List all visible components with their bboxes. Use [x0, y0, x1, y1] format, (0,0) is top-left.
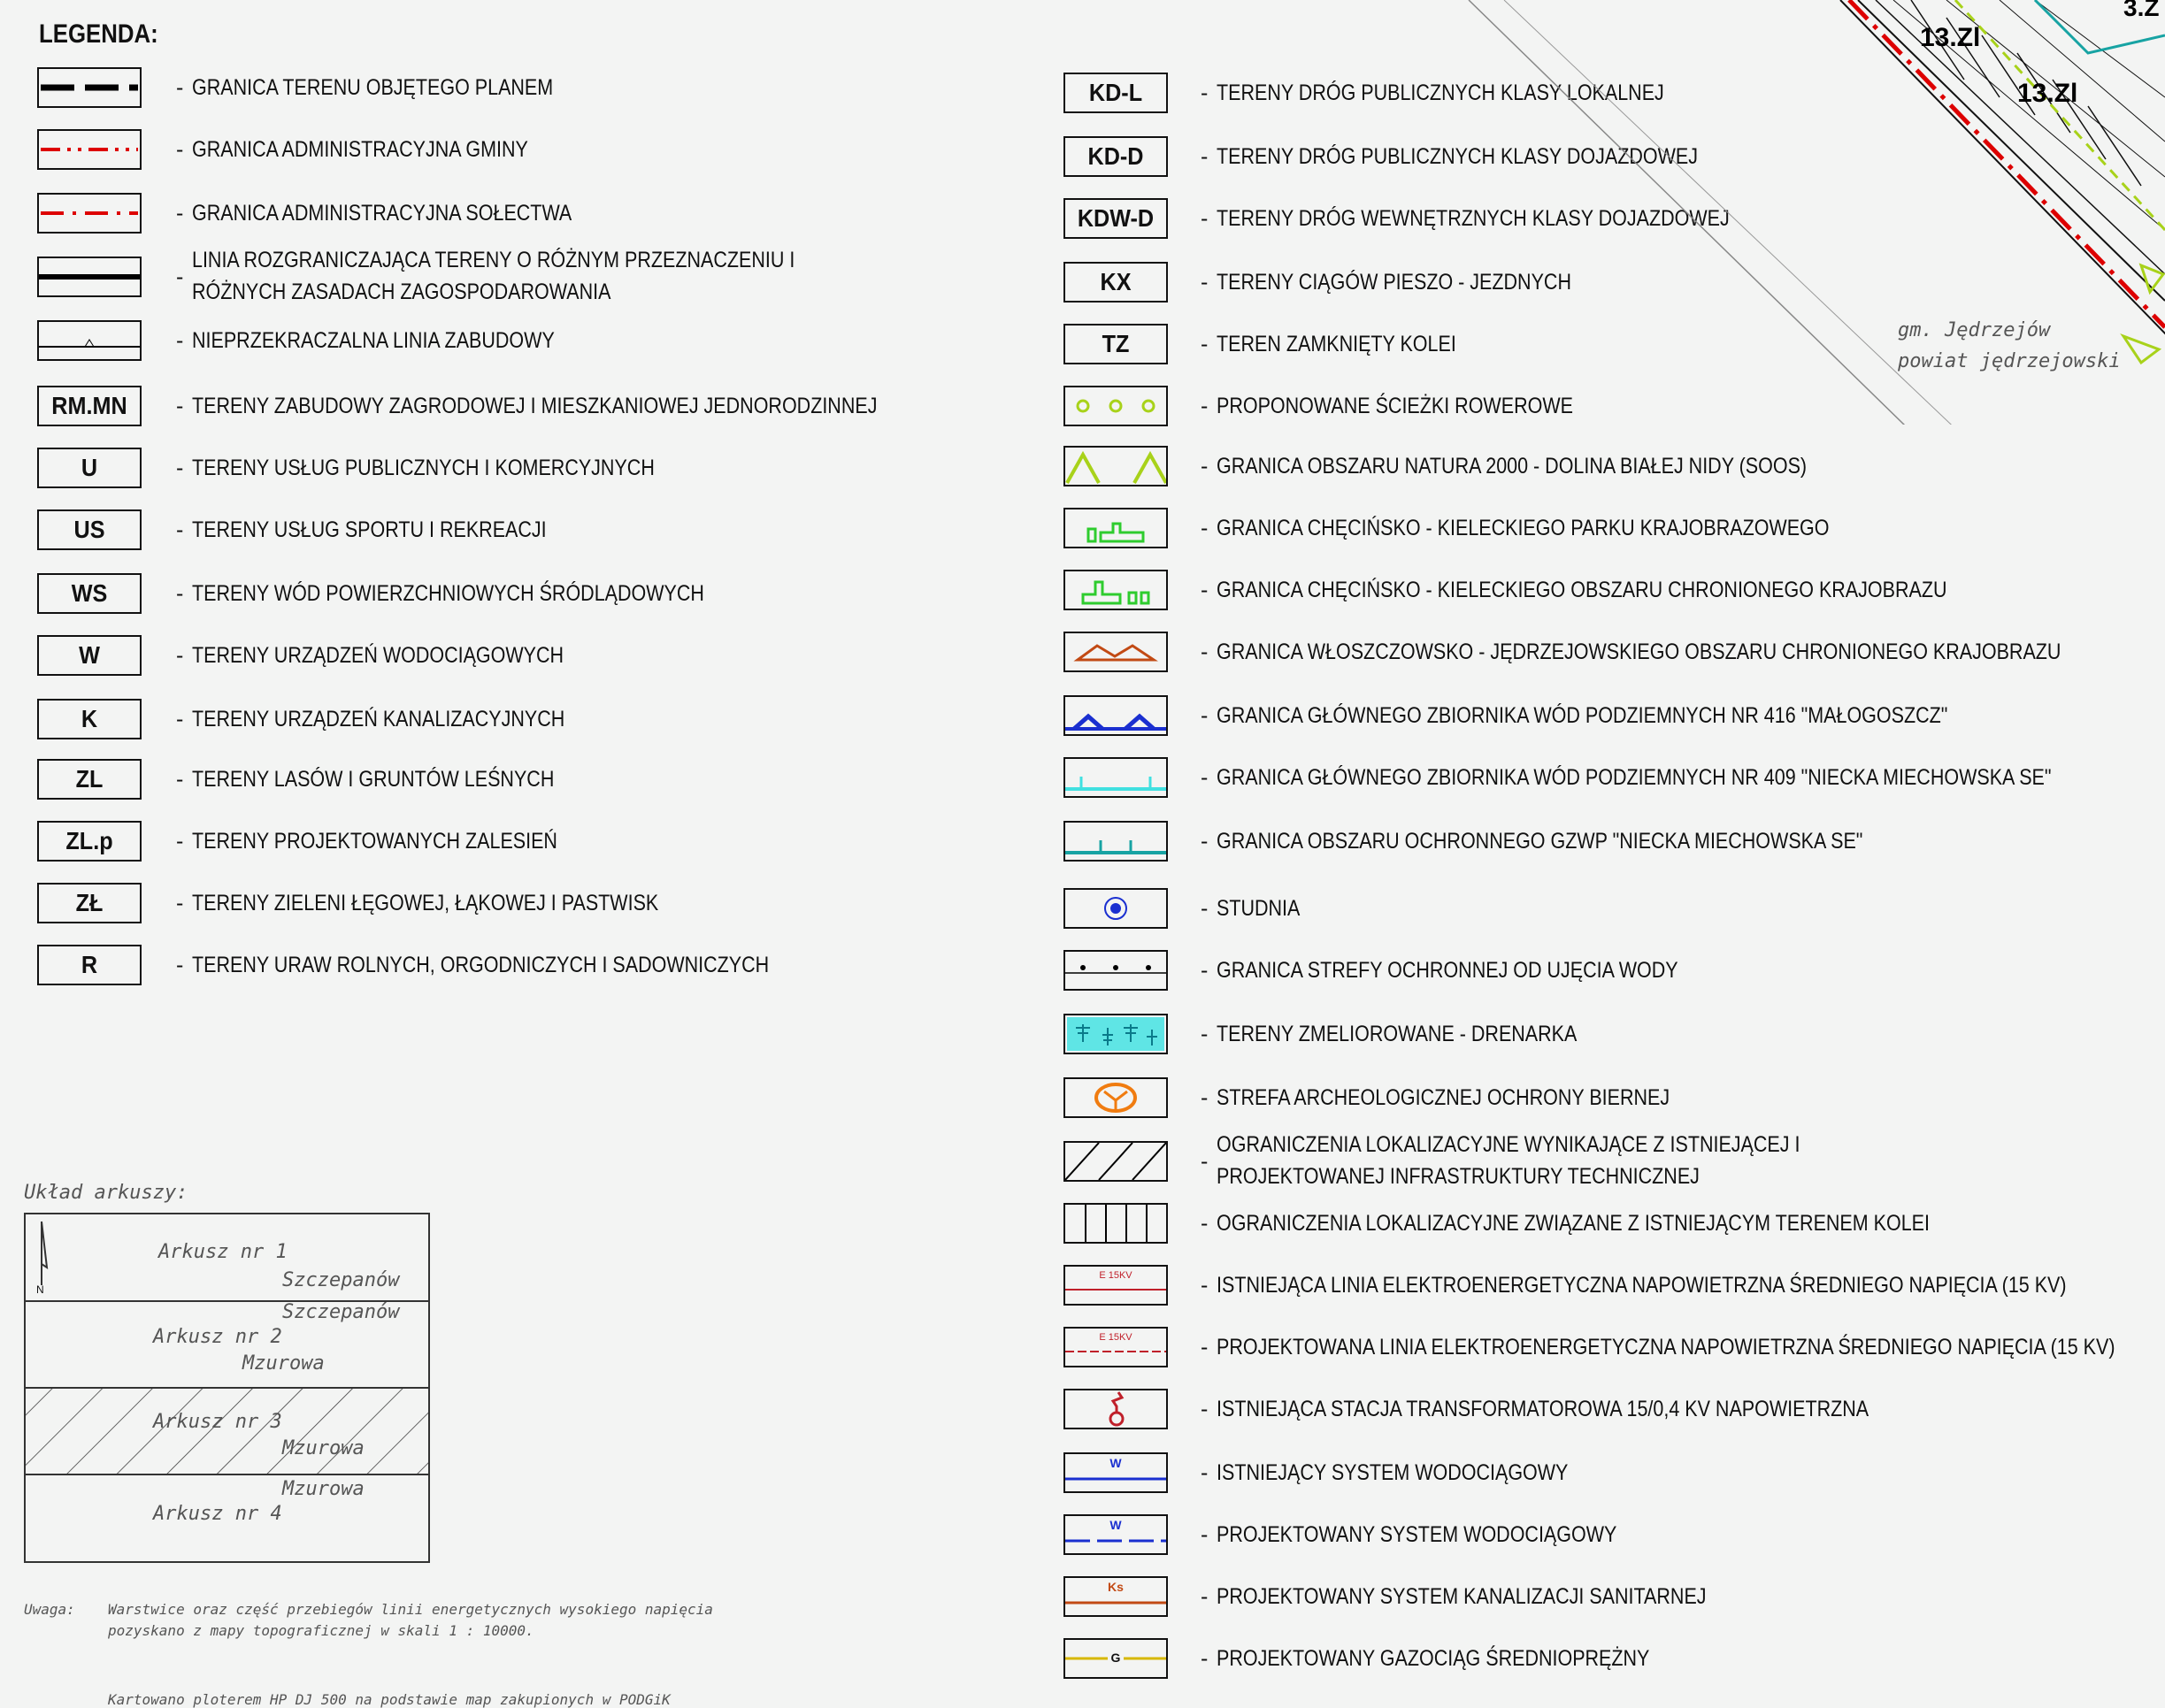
legend-label: TERENY USŁUG PUBLICZNYCH I KOMERCYJNYCH [192, 456, 655, 480]
legend-symbol-tag: W [1109, 1518, 1122, 1532]
legend-label: TERENY ZABUDOWY ZAGRODOWEJ I MIESZKANIOWEJ JEDNORODZINNEJ [192, 394, 878, 418]
legend-symbol [1063, 73, 1168, 113]
legend-label: PROPONOWANE ŚCIEŻKI ROWEROWE [1217, 394, 1573, 418]
legend-symbol [1063, 1576, 1168, 1617]
map-label-a: 13.Zl [1920, 23, 1981, 52]
sheet-2-top-name: Szczepanów [282, 1301, 400, 1323]
legend-symbol [1063, 386, 1168, 426]
legend-label: TERENY URZĄDZEŃ KANALIZACYJNYCH [192, 707, 565, 731]
legend-label: OGRANICZENIA LOKALIZACYJNE ZWIĄZANE Z ISTNIEJĄCYM TERENEM KOLEI [1217, 1211, 1930, 1236]
legend-symbol [1063, 757, 1168, 798]
legend-symbol [37, 759, 142, 800]
legend-symbol [1063, 950, 1168, 991]
legend-symbol [37, 821, 142, 862]
legend-label: PROJEKTOWANA LINIA ELEKTROENERGETYCZNA NAPOWIETRZNA ŚREDNIEGO NAPIĘCIA (15 KV) [1217, 1335, 2115, 1360]
legend-symbol [1063, 821, 1168, 862]
legend-symbol [1063, 888, 1168, 929]
legend-code: KDW-D [1077, 204, 1155, 232]
sheet-3-name: Mzurowa [282, 1437, 365, 1459]
legend-symbol [1063, 324, 1168, 364]
legend-symbol [37, 573, 142, 614]
legend-label: ISTNIEJĄCA LINIA ELEKTROENERGETYCZNA NAPOWIETRZNA ŚREDNIEGO NAPIĘCIA (15 KV) [1217, 1273, 2067, 1298]
note-line-3: Kartowano ploterem HP DJ 500 na podstawie map zakupionych w PODGiK [108, 1691, 671, 1708]
legend-code: R [81, 951, 98, 978]
legend-symbol [1063, 1389, 1168, 1429]
legend-label: ISTNIEJĄCA STACJA TRANSFORMATOROWA 15/0,4 KV NAPOWIETRZNA [1217, 1397, 1869, 1421]
legend-label: TERENY ZIELENI ŁĘGOWEJ, ŁĄKOWEJ I PASTWISK [192, 891, 659, 915]
legend-code: RM.MN [51, 392, 127, 419]
legend-label: GRANICA OBSZARU OCHRONNEGO GZWP "NIECKA MIECHOWSKA SE" [1217, 829, 1863, 854]
legend-label: TERENY USŁUG SPORTU I REKREACJI [192, 517, 547, 542]
legend-symbol [1063, 198, 1168, 239]
legend-symbol [1063, 1141, 1168, 1182]
legend-symbol [37, 883, 142, 923]
note-label: Uwaga: [24, 1601, 75, 1618]
north-label: N [36, 1283, 44, 1296]
map-fragment [1416, 0, 2165, 425]
legend-symbol [1063, 1638, 1168, 1679]
map-label-gmina: gm. Jędrzejów [1898, 319, 2051, 341]
legend-label: TERENY ZMELIOROWANE - DRENARKA [1217, 1022, 1578, 1046]
legend-label: STUDNIA [1217, 896, 1301, 921]
legend-symbol-tag: W [1109, 1456, 1122, 1470]
legend-label: ISTNIEJĄCY SYSTEM WODOCIĄGOWY [1217, 1460, 1569, 1485]
legend-code: WS [71, 579, 108, 607]
legend-symbol-tag: G [1110, 1651, 1121, 1665]
legend-symbol [1063, 695, 1168, 736]
map-label-powiat: powiat jędrzejowski [1898, 350, 2121, 372]
sheet-2-name: Mzurowa [242, 1352, 325, 1375]
legend-code: US [73, 516, 105, 543]
legend-symbol [1063, 632, 1168, 672]
legend-label: GRANICA CHĘCIŃSKO - KIELECKIEGO OBSZARU CHRONIONEGO KRAJOBRAZU [1217, 578, 1947, 602]
legend-symbol-tag: E 15KV [1099, 1332, 1132, 1343]
legend-symbol [1063, 1265, 1168, 1306]
legend-label: GRANICA TERENU OBJĘTEGO PLANEM [192, 75, 554, 100]
legend-label: GRANICA STREFY OCHRONNEJ OD UJĘCIA WODY [1217, 958, 1678, 983]
legend-symbol [1063, 136, 1168, 177]
legend-label: GRANICA OBSZARU NATURA 2000 - DOLINA BIAŁEJ NIDY (SOOS) [1217, 454, 1808, 479]
legend-code: U [81, 454, 98, 481]
legend-symbol [37, 386, 142, 426]
legend-code: KD-D [1087, 142, 1144, 170]
legend-symbol [1063, 508, 1168, 548]
legend-symbol [1063, 1077, 1168, 1118]
legend-symbol [37, 448, 142, 488]
legend-symbol [37, 699, 142, 739]
legend-label: TERENY DRÓG PUBLICZNYCH KLASY LOKALNEJ [1217, 80, 1664, 105]
legend-label: LINIA ROZGRANICZAJĄCA TERENY O RÓŻNYM PRZEZNACZENIU I RÓŻNYCH ZASADACH ZAGOSPODAROWANIA [192, 248, 795, 304]
legend-label: STREFA ARCHEOLOGICZNEJ OCHRONY BIERNEJ [1217, 1085, 1670, 1110]
legend-symbol [1063, 1452, 1168, 1493]
note-line-1: Warstwice oraz część przebiegów linii energetycznych wysokiego napięcia [108, 1601, 713, 1618]
legend-symbol [37, 320, 142, 361]
legend-label: TERENY CIĄGÓW PIESZO - JEZDNYCH [1217, 270, 1571, 295]
map-label-b: 13.Zl [2017, 79, 2078, 108]
legend-symbol [1063, 1203, 1168, 1244]
legend-label: PROJEKTOWANY GAZOCIĄG ŚREDNIOPRĘŻNY [1217, 1646, 1650, 1671]
legend-symbol [1063, 1327, 1168, 1367]
sheets-layout [24, 1213, 430, 1563]
legend-symbol [1063, 570, 1168, 610]
legend-label: TERENY DRÓG PUBLICZNYCH KLASY DOJAZDOWEJ [1217, 144, 1698, 169]
legend-label: NIEPRZEKRACZALNA LINIA ZABUDOWY [192, 328, 555, 353]
legend-symbol [37, 945, 142, 985]
legend-code: KD-L [1088, 79, 1143, 106]
legend-code: ZL.p [65, 827, 113, 854]
legend-symbol [1063, 446, 1168, 486]
sheet-2-label: Arkusz nr 2 [153, 1326, 282, 1348]
legend-code: W [79, 641, 100, 669]
legend-symbol [37, 635, 142, 676]
legend-code: ZL [75, 765, 104, 793]
legend-code: K [81, 705, 98, 732]
legend-label: GRANICA GŁÓWNEGO ZBIORNIKA WÓD PODZIEMNYCH NR 409 "NIECKA MIECHOWSKA SE" [1217, 765, 2052, 790]
legend-label: GRANICA ADMINISTRACYJNA GMINY [192, 137, 528, 162]
legend-symbol [37, 257, 142, 297]
legend-label: TERENY DRÓG WEWNĘTRZNYCH KLASY DOJAZDOWEJ [1217, 206, 1730, 231]
sheets-title: Układ arkuszy: [24, 1182, 188, 1204]
legend-symbol [37, 193, 142, 234]
sheet-3-label: Arkusz nr 3 [153, 1411, 282, 1433]
legend-label: TERENY URAW ROLNYCH, ORGODNICZYCH I SADOWNICZYCH [192, 953, 770, 977]
sheet-1-name: Szczepanów [282, 1269, 400, 1291]
legend-label: OGRANICZENIA LOKALIZACYJNE WYNIKAJĄCE Z ISTNIEJĄCEJ I PROJEKTOWANEJ INFRASTRUKTURY TECHNICZNEJ [1217, 1132, 1800, 1189]
legend-label: GRANICA CHĘCIŃSKO - KIELECKIEGO PARKU KRAJOBRAZOWEGO [1217, 516, 1830, 540]
legend-symbol-tag: Ks [1108, 1580, 1124, 1594]
legend-code: KX [1100, 268, 1132, 295]
sheet-4-top-name: Mzurowa [282, 1478, 365, 1500]
legend-symbol [1063, 1514, 1168, 1555]
legend-symbol [37, 67, 142, 108]
legend-label: PROJEKTOWANY SYSTEM KANALIZACJI SANITARNEJ [1217, 1584, 1707, 1609]
legend-symbol-tag: E 15KV [1099, 1270, 1132, 1281]
legend-label: TERENY LASÓW I GRUNTÓW LEŚNYCH [192, 767, 555, 792]
legend-label: PROJEKTOWANY SYSTEM WODOCIĄGOWY [1217, 1522, 1617, 1547]
legend-label: TERENY WÓD POWIERZCHNIOWYCH ŚRÓDLĄDOWYCH [192, 581, 704, 606]
legend-symbol [37, 509, 142, 550]
note-line-2: pozyskano z mapy topograficznej w skali 1 : 10000. [108, 1622, 534, 1639]
legend-title: LEGENDA: [39, 19, 158, 49]
legend-symbol [1063, 1014, 1168, 1054]
legend-symbol [37, 129, 142, 170]
legend-label: TERENY URZĄDZEŃ WODOCIĄGOWYCH [192, 643, 564, 668]
legend-code: TZ [1102, 330, 1130, 357]
map-label-c: 3.Z [2123, 0, 2160, 21]
legend-label: TERENY PROJEKTOWANYCH ZALESIEŃ [192, 829, 557, 854]
legend-symbol [1063, 262, 1168, 303]
legend-code: ZŁ [75, 889, 104, 916]
legend-label: GRANICA GŁÓWNEGO ZBIORNIKA WÓD PODZIEMNYCH NR 416 "MAŁOGOSZCZ" [1217, 703, 1948, 728]
legend-label: GRANICA ADMINISTRACYJNA SOŁECTWA [192, 201, 572, 226]
legend-label: TEREN ZAMKNIĘTY KOLEI [1217, 332, 1456, 356]
sheet-4-label: Arkusz nr 4 [153, 1503, 282, 1525]
legend-label: GRANICA WŁOSZCZOWSKO - JĘDRZEJOWSKIEGO OBSZARU CHRONIONEGO KRAJOBRAZU [1217, 640, 2061, 664]
sheet-1-label: Arkusz nr 1 [158, 1241, 288, 1263]
